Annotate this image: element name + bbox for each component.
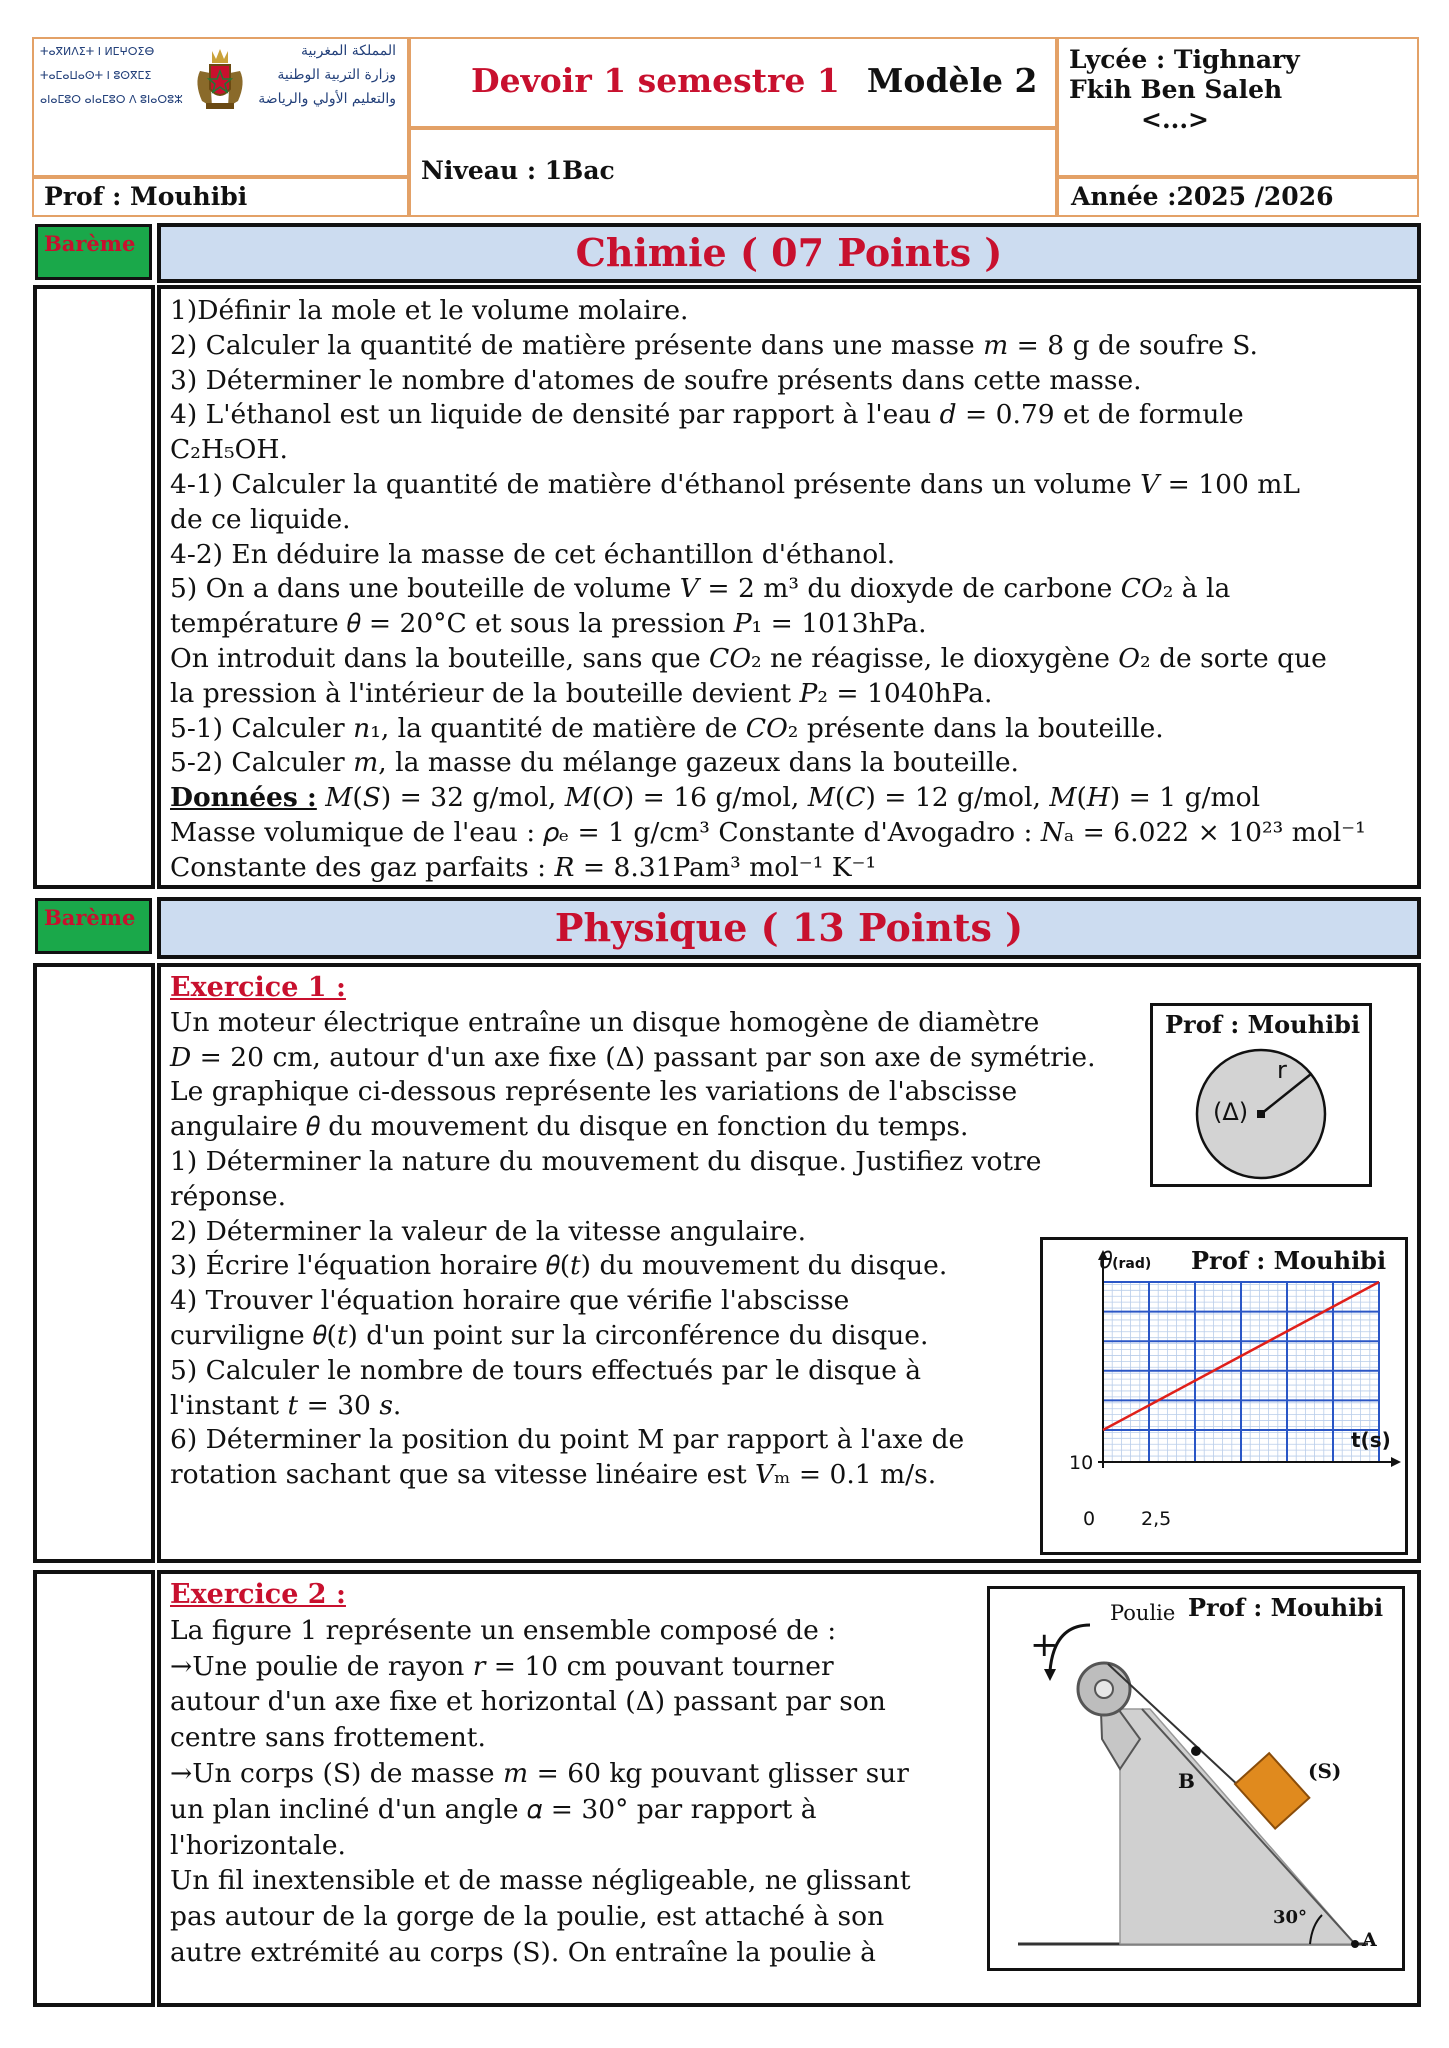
ex2-line: →Un corps (S) de masse 𝑚 = 60 kg pouvant glisser sur [170,1757,909,1789]
annee-label: Année :2025 /2026 [1071,182,1334,211]
pulley-label: Poulie [1110,1601,1176,1625]
constante-gaz-line: Constante des gaz parfaits : 𝑅 = 8.31Pam³ mol⁻¹ K⁻¹ [170,851,877,883]
chimie-line: 5) On a dans une bouteille de volume 𝑉 = 2 m³ du dioxyde de carbone 𝐶𝑂₂ à la [170,573,1231,605]
donnees-values: 𝑀(𝑆) = 32 g/mol, 𝑀(𝑂) = 16 g/mol, 𝑀(𝐶) = 12 g/mol, 𝑀(𝐻) = 1 g/mol [316,782,1261,814]
y-tick-label: 10 [1069,1452,1094,1474]
ex1-line: 2) Déterminer la valeur de la vitesse angulaire. [170,1215,807,1247]
x-axis-arrow [1391,1457,1401,1467]
positive-direction-label: + [1030,1625,1059,1665]
ex1-line: curviligne 𝜃(𝑡) d'un point sur la circonférence du disque. [170,1319,929,1351]
ex2-line: →Une poulie de rayon 𝑟 = 10 cm pouvant tourner [170,1650,834,1682]
disc-axis-point [1257,1110,1265,1118]
chimie-line: 4-1) Calculer la quantité de matière d'éthanol présente dans un volume 𝑉 = 100 mL [170,468,1301,500]
inclined-plane [1120,1709,1355,1944]
graph-watermark: Prof : Mouhibi [1191,1246,1387,1275]
rotation-arrow-head [1044,1669,1056,1681]
annee-cell [1057,177,1419,217]
chimie-line: 4-2) En déduire la masse de cet échantillon d'éthanol. [170,538,896,570]
niveau-label: Niveau : 1Bac [421,156,615,185]
y-axis-label-main: 𝜃 [1100,1246,1113,1274]
body-s [1235,1753,1309,1828]
chimie-line: 4) L'éthanol est un liquide de densité par rapport à l'eau 𝑑 = 0.79 et de formule [170,399,1244,431]
document-title: Devoir 1 semestre 1 [471,61,840,100]
ex1-line: 4) Trouver l'équation horaire que vérifie l'abscisse [170,1285,850,1317]
x-axis-label: t(s) [1351,1428,1391,1452]
point-b-dot [1191,1746,1201,1756]
prof-label: Prof : Mouhibi [44,182,248,211]
ex2-questions [170,1577,911,1971]
chimie-line: 2) Calculer la quantité de matière présente dans une masse 𝑚 = 8 g de soufre S. [170,329,1258,361]
point-a-dot [1351,1940,1359,1948]
x-tick-label: 2,5 [1141,1508,1172,1530]
pulley-axle [1095,1680,1113,1698]
prof-cell [32,177,409,217]
ex1-title: Exercice 1 : [170,972,346,1003]
logo-cell [32,37,409,177]
ex1-line: 1) Déterminer la nature du mouvement du disque. Justifiez votre [170,1145,1042,1177]
logo-arabic-line-1: المملكة المغربية [300,43,396,59]
ex2-line: pas autour de la gorge de la poulie, est attaché à son [170,1901,885,1933]
ex1-line: 5) Calculer le nombre de tours effectués par le disque à [170,1354,922,1386]
disc-radius-label: r [1277,1056,1287,1084]
logo-arabic-line-3: والتعليم الأولي والرياضة [258,91,396,107]
disc-figure [1150,1003,1372,1187]
pulley-watermark: Prof : Mouhibi [1188,1593,1384,1622]
ex2-line: un plan incliné d'un angle 𝛼 = 30° par rapport à [170,1793,817,1825]
ex2-content [157,1570,1421,2007]
chimie-line: 5-1) Calculer 𝑛₁, la quantité de matière de 𝐶𝑂₂ présente dans la bouteille. [170,712,1164,744]
ex2-line: autre extrémité au corps (S). On entraîne la poulie à [170,1936,876,1968]
ex1-line: Le graphique ci-dessous représente les variations de l'abscisse [170,1076,1018,1108]
ex1-line: l'instant 𝑡 = 30 𝑠. [170,1389,402,1421]
donnees-label: Données : [170,782,317,814]
logo-tifinagh-line-1: ⵜⴰⴳⵍⴷⵉⵜ ⵏ ⵍⵎⵖⵔⵉⴱ [40,45,155,58]
chimie-line: 1)Définir la mole et le volume molaire. [170,295,689,326]
lycee-placeholder: <...> [1141,105,1210,134]
ex2-title: Exercice 2 : [170,1579,346,1610]
ministry-logo [40,43,402,173]
donnees-line [170,781,1366,816]
logo-arabic-line-2: وزارة التربية الوطنية [277,67,396,83]
ex2-line: l'horizontale. [170,1829,346,1861]
chimie-title: Chimie ( 07 Points ) [157,223,1421,283]
ex1-line: rotation sachant que sa vitesse linéaire est 𝑉ₘ = 0.1 m/s. [170,1459,937,1491]
ex1-line: Un moteur électrique entraîne un disque homogène de diamètre [170,1006,1040,1038]
ex2-line: Un fil inextensible et de masse négligeable, ne glissant [170,1865,911,1897]
point-a-label: A [1362,1929,1377,1951]
ex1-line: 3) Écrire l'équation horaire 𝜃(𝑡) du mouvement du disque. [170,1250,948,1282]
lycee-city: Fkih Ben Saleh [1069,75,1283,104]
chimie-line: 5-2) Calculer 𝑚, la masse du mélange gazeux dans la bouteille. [170,747,1019,779]
chimie-line: température 𝜃 = 20°C et sous la pression 𝑃₁ = 1013hPa. [170,608,927,640]
lycee-cell [1057,37,1419,177]
disc-axis-label: (Δ) [1213,1098,1249,1126]
point-b-label: B [1178,1769,1195,1793]
bareme-chimie: Barème [35,224,152,280]
masse-volumique-line: Masse volumique de l'eau : 𝜌ₑ = 1 g/cm³ Constante d'Avogadro : 𝑁ₐ = 6.022 × 10²³ mol⁻¹ [170,816,1366,848]
logo-tifinagh-line-3: ⴰⵏⴰⵎⵓⵔ ⴰⵏⴰⵎⵓⵔ ⴷ ⵓⵏⴰⵔⵓⵣ [40,93,183,106]
ex2-bareme-column [33,1570,155,2007]
ex2-line: La figure 1 représente un ensemble composé de : [170,1614,837,1646]
pulley-figure [987,1586,1405,1971]
chimie-content [157,285,1421,889]
theta-graph [1040,1237,1408,1555]
lycee-name: Lycée : Tighnary [1069,45,1300,74]
disc-drawing [1153,1006,1369,1184]
logo-tifinagh-line-2: ⵜⴰⵎⴰⵡⴰⵙⵜ ⵏ ⵓⵙⴳⵎⵉ [40,69,152,82]
ex1-bareme-column [33,963,155,1563]
chimie-line: 3) Déterminer le nombre d'atomes de soufre présents dans cette masse. [170,364,1142,396]
physique-title: Physique ( 13 Points ) [157,897,1421,959]
angle-label: 30° [1273,1907,1308,1928]
chimie-questions [170,294,1366,886]
ex2-line: autour d'un axe fixe et horizontal (Δ) passant par son [170,1686,886,1718]
ex1-questions [170,971,1096,1493]
ex1-line: 6) Déterminer la position du point M par rapport à l'axe de [170,1424,965,1456]
ex1-line: 𝐷 = 20 cm, autour d'un axe fixe (Δ) passant par son axe de symétrie. [170,1041,1096,1073]
y-axis-label [1100,1246,1151,1274]
niveau-cell [409,128,1057,217]
origin-label: 0 [1083,1508,1096,1530]
disc-watermark: Prof : Mouhibi [1165,1010,1361,1039]
title-cell [409,37,1057,128]
chimie-line: la pression à l'intérieur de la bouteille devient 𝑃₂ = 1040hPa. [170,677,993,709]
ex1-content [157,963,1421,1563]
body-s-label: (S) [1308,1759,1342,1783]
chimie-line: de ce liquide. [170,503,351,535]
y-axis-label-unit: (rad) [1112,1256,1152,1272]
coat-of-arms-icon [192,43,248,113]
ex1-line: angulaire 𝜃 du mouvement du disque en fonction du temps. [170,1111,969,1143]
major-grid [1103,1282,1379,1462]
document-model: Modèle 2 [866,61,1038,100]
bareme-physique: Barème [35,898,152,954]
chimie-line: On introduit dans la bouteille, sans que 𝐶𝑂₂ ne réagisse, le dioxygène 𝑂₂ de sorte que [170,642,1327,674]
chimie-bareme-column [33,285,155,889]
theta-graph-svg [1043,1240,1405,1552]
ex2-line: centre sans frottement. [170,1722,486,1754]
ex1-line: réponse. [170,1180,287,1212]
chimie-line: C₂H₅OH. [170,434,288,466]
